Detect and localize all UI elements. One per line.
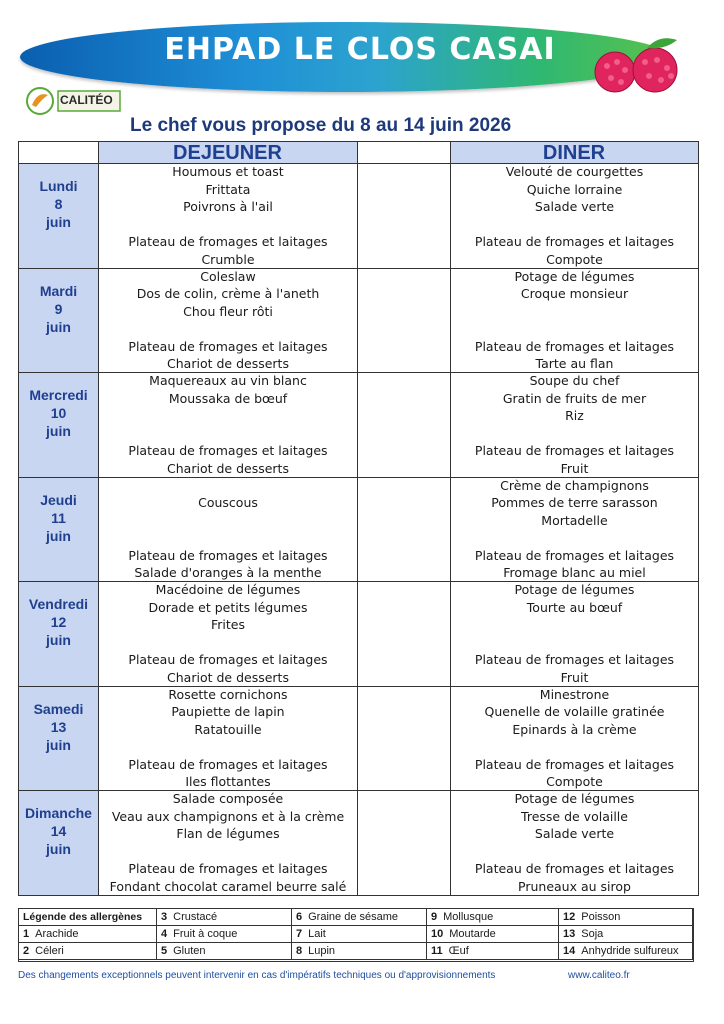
day-name: Samedi xyxy=(33,700,84,717)
allergen-item xyxy=(157,943,292,960)
menu-item: Tresse de volaille xyxy=(521,808,628,824)
caliteo-logo-text: CALITÉO xyxy=(60,93,113,107)
menu-item: Plateau de fromages et laitages xyxy=(128,861,328,876)
allergen-number: 9 xyxy=(431,911,438,923)
day-label xyxy=(19,700,98,754)
menu-item: Salade composée xyxy=(172,791,284,806)
dinner-menu-cell xyxy=(451,477,698,582)
menu-item: Chariot de desserts xyxy=(167,669,289,685)
menu-item xyxy=(451,216,698,234)
menu-item xyxy=(99,407,357,425)
allergen-number: 5 xyxy=(161,945,168,957)
menu-item: Maquereaux au vin blanc xyxy=(149,373,307,388)
allergen-number: 8 xyxy=(296,945,303,957)
menu-item: Frites xyxy=(211,617,245,632)
menu-item: Fondant chocolat caramel beurre salé xyxy=(109,878,347,894)
menu-item: Paupiette de lapin xyxy=(171,704,285,719)
allergen-item xyxy=(292,926,427,943)
allergen-number: 1 xyxy=(23,928,30,940)
allergen-label: Soja xyxy=(581,928,604,940)
menu-item xyxy=(99,512,357,530)
allergen-number: 2 xyxy=(23,945,30,957)
dinner-menu-cell xyxy=(451,372,698,477)
dinner-menu-cell xyxy=(451,581,698,686)
menu-item: Tarte au flan xyxy=(535,356,614,371)
menu-item xyxy=(99,320,357,338)
lunch-notes-header xyxy=(357,142,450,164)
menu-item: Couscous xyxy=(198,495,258,510)
day-month: juin xyxy=(46,423,71,439)
day-month: juin xyxy=(46,736,71,753)
allergen-number: 11 xyxy=(431,945,443,957)
allergen-label: Œuf xyxy=(448,945,469,957)
menu-item: Dos de colin, crème à l'aneth xyxy=(136,286,320,301)
lunch-column-header: DEJEUNER xyxy=(98,142,357,164)
allergen-label: Arachide xyxy=(35,928,79,940)
menu-item: Soupe du chef xyxy=(529,373,620,388)
menu-item xyxy=(451,843,698,861)
menu-table xyxy=(18,141,699,896)
lunch-menu-cell xyxy=(99,686,357,791)
day-month: juin xyxy=(46,841,71,857)
allergen-label: Graine de sésame xyxy=(308,911,399,923)
menu-item: Chou fleur rôti xyxy=(183,303,273,319)
menu-item xyxy=(451,320,698,338)
menu-item: Chariot de desserts xyxy=(167,356,289,371)
lunch-menu-cell xyxy=(99,581,357,686)
menu-item: Houmous et toast xyxy=(172,164,284,179)
allergen-label: Gluten xyxy=(173,945,206,957)
menu-item: Plateau de fromages et laitages xyxy=(474,652,675,667)
menu-item xyxy=(451,634,698,652)
allergen-legend xyxy=(18,908,694,962)
menu-item: Chariot de desserts xyxy=(167,460,289,476)
menu-item: Potage de légumes xyxy=(514,791,635,806)
day-label xyxy=(19,386,98,440)
allergen-label: Fruit à coque xyxy=(173,928,238,940)
menu-item: Croque monsieur xyxy=(520,286,629,301)
dinner-menu-cell xyxy=(451,790,698,895)
day-name: Jeudi xyxy=(40,491,77,508)
allergen-item xyxy=(427,926,559,943)
menu-item: Plateau de fromages et laitages xyxy=(128,652,328,667)
allergen-label: Lupin xyxy=(308,945,336,957)
menu-item: Salade verte xyxy=(534,199,615,214)
menu-item: Plateau de fromages et laitages xyxy=(128,756,328,772)
day-name: Mercredi xyxy=(29,387,88,403)
day-month: juin xyxy=(46,527,71,544)
allergen-number: 4 xyxy=(161,928,168,940)
allergen-item xyxy=(559,926,693,943)
menu-item: Plateau de fromages et laitages xyxy=(474,756,675,772)
day-num: 13 xyxy=(50,718,67,735)
lunch-menu-cell xyxy=(99,163,357,268)
allergen-item xyxy=(19,926,157,943)
day-num: 12 xyxy=(50,614,67,630)
menu-item: Crème de champignons xyxy=(500,477,649,493)
allergen-number: 13 xyxy=(563,928,576,940)
menu-item: Poivrons à l'ail xyxy=(183,199,273,214)
menu-item: Pruneaux au sirop xyxy=(518,878,631,894)
menu-item: Rosette cornichons xyxy=(168,686,288,702)
menu-item: Salade verte xyxy=(534,826,615,841)
menu-item: Mortadelle xyxy=(541,512,608,528)
menu-item xyxy=(451,616,698,634)
menu-item: Plateau de fromages et laitages xyxy=(128,547,328,563)
allergen-number: 10 xyxy=(431,928,444,940)
day-num: 8 xyxy=(54,196,63,212)
allergen-label: Lait xyxy=(308,928,326,940)
day-label xyxy=(19,177,98,231)
menu-item xyxy=(99,738,357,756)
menu-item: Plateau de fromages et laitages xyxy=(128,338,328,354)
menu-item: Dorade et petits légumes xyxy=(148,599,308,615)
menu-item: Plateau de fromages et laitages xyxy=(474,234,675,249)
day-month: juin xyxy=(46,318,71,335)
lunch-menu-cell xyxy=(99,790,357,895)
footer-note: Des changements exceptionnels peuvent intervenir en cas d'impératifs techniques ou d'approvisionnements xyxy=(18,970,496,981)
raspberry-icon xyxy=(585,30,695,100)
footer-url: www.caliteo.fr xyxy=(568,970,630,981)
menu-period-subtitle: Le chef vous propose du 8 au 14 juin 2026 xyxy=(130,115,512,136)
allergen-item xyxy=(19,943,157,960)
dinner-menu-cell xyxy=(451,163,698,268)
allergen-number: 6 xyxy=(296,911,303,923)
menu-item: Coleslaw xyxy=(200,268,256,284)
day-label xyxy=(19,595,98,649)
menu-item: Velouté de courgettes xyxy=(505,164,644,179)
day-label xyxy=(19,804,98,858)
day-name: Dimanche xyxy=(25,805,92,821)
menu-item: Plateau de fromages et laitages xyxy=(474,547,675,563)
allergen-label: Crustacé xyxy=(173,911,218,923)
lunch-menu-cell xyxy=(99,268,357,373)
dinner-menu-cell xyxy=(451,268,698,373)
menu-item xyxy=(451,529,698,547)
dinner-menu-cell xyxy=(451,686,698,791)
allergen-number: 14 xyxy=(563,945,576,957)
menu-item: Plateau de fromages et laitages xyxy=(128,443,328,458)
day-label xyxy=(19,282,98,336)
menu-item xyxy=(99,529,357,547)
menu-item: Minestrone xyxy=(539,686,610,702)
menu-item xyxy=(99,425,357,443)
allergen-label: Moutarde xyxy=(449,928,496,940)
allergen-label: Anhydride sulfureux xyxy=(581,945,679,957)
menu-item xyxy=(451,738,698,756)
menu-item xyxy=(99,216,357,234)
menu-item: Plateau de fromages et laitages xyxy=(474,861,675,876)
allergen-item xyxy=(157,909,292,926)
allergen-item xyxy=(292,909,427,926)
menu-item: Fruit xyxy=(560,460,589,476)
menu-item xyxy=(99,634,357,652)
menu-item: Riz xyxy=(565,408,584,423)
dinner-column-header: DINER xyxy=(450,142,698,164)
day-num: 11 xyxy=(51,509,66,526)
menu-item: Ratatouille xyxy=(194,721,262,737)
menu-item: Potage de légumes xyxy=(514,582,635,597)
day-num: 9 xyxy=(54,300,63,317)
day-label xyxy=(19,491,98,545)
menu-item: Fruit xyxy=(560,669,589,685)
menu-item: Fromage blanc au miel xyxy=(503,565,646,580)
menu-item xyxy=(451,425,698,443)
menu-item: Tourte au bœuf xyxy=(526,599,623,615)
menu-item: Veau aux champignons et à la crème xyxy=(111,808,345,824)
menu-item: Plateau de fromages et laitages xyxy=(474,338,675,354)
allergen-item xyxy=(292,943,427,960)
menu-item: Iles flottantes xyxy=(185,774,271,789)
menu-item: Compote xyxy=(546,774,603,789)
allergen-item xyxy=(427,909,559,926)
menu-item: Macédoine de légumes xyxy=(155,582,301,597)
lunch-menu-cell xyxy=(99,372,357,477)
menu-item: Epinards à la crème xyxy=(512,721,637,737)
menu-item: Potage de légumes xyxy=(514,268,635,284)
day-name: Mardi xyxy=(39,282,78,299)
menu-item: Salade d'oranges à la menthe xyxy=(134,565,322,580)
menu-item: Crumble xyxy=(201,251,255,267)
allergen-number: 12 xyxy=(563,911,576,923)
allergen-label: Mollusque xyxy=(443,911,494,923)
menu-item: Flan de légumes xyxy=(176,826,280,841)
day-num: 14 xyxy=(50,823,67,839)
menu-item: Moussaka de bœuf xyxy=(168,390,288,406)
column-divider xyxy=(357,142,358,895)
day-month: juin xyxy=(46,632,71,648)
day-name: Lundi xyxy=(39,178,78,194)
allergen-item xyxy=(559,943,693,960)
day-name: Vendredi xyxy=(28,596,89,612)
lunch-menu-cell xyxy=(99,477,357,582)
menu-item xyxy=(99,477,357,495)
menu-item: Frittata xyxy=(205,181,251,197)
menu-item xyxy=(451,303,698,321)
allergen-item xyxy=(427,943,559,960)
allergen-legend-title: Légende des allergènes xyxy=(19,909,157,926)
allergen-number: 7 xyxy=(296,928,303,940)
day-num: 10 xyxy=(50,405,67,421)
menu-item: Plateau de fromages et laitages xyxy=(128,234,328,249)
menu-item: Quenelle de volaille gratinée xyxy=(484,704,665,719)
page-title: EHPAD LE CLOS CASAI xyxy=(164,32,556,67)
allergen-label: Céleri xyxy=(35,945,64,957)
menu-item: Plateau de fromages et laitages xyxy=(474,443,675,458)
allergen-item xyxy=(157,926,292,943)
menu-item: Quiche lorraine xyxy=(526,181,623,197)
menu-item: Gratin de fruits de mer xyxy=(502,390,647,406)
allergen-label: Poisson xyxy=(581,911,621,923)
day-month: juin xyxy=(46,214,71,230)
menu-item xyxy=(99,843,357,861)
allergen-item xyxy=(559,909,693,926)
allergen-number: 3 xyxy=(161,911,168,923)
menu-item: Compote xyxy=(546,251,603,267)
menu-item: Pommes de terre sarasson xyxy=(491,495,658,510)
